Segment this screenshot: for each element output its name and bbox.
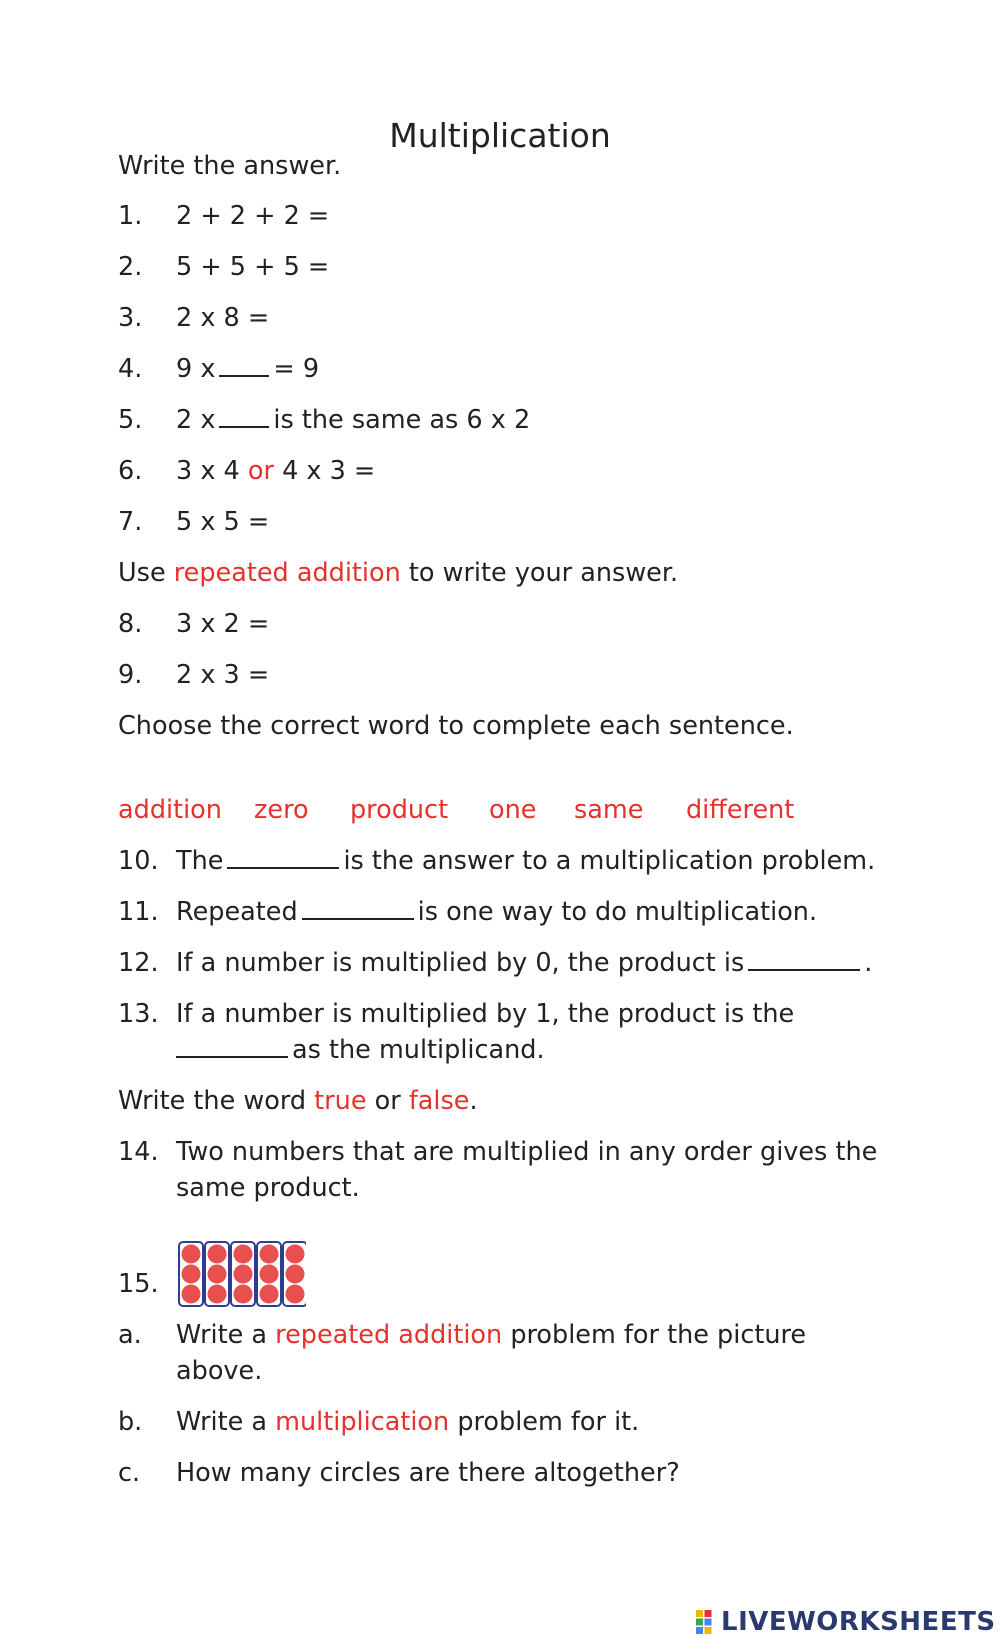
array-circle <box>208 1245 227 1264</box>
array-circle <box>260 1285 279 1304</box>
word-bank-same: same <box>574 795 644 825</box>
answer-blank[interactable] <box>302 894 414 920</box>
item-number: 8. <box>118 609 143 639</box>
question-11: Repeated is one way to do multiplication. <box>176 894 817 931</box>
item-number: 14. <box>118 1137 159 1167</box>
instruction-repeated-addition: Use repeated addition to write your answer. <box>118 558 679 588</box>
question-13-line1: If a number is multiplied by 1, the product is the <box>176 999 795 1029</box>
array-circle <box>182 1265 201 1284</box>
part-c: How many circles are there altogether? <box>176 1458 680 1488</box>
item-number: 10. <box>118 846 159 876</box>
logo-text: LIVEWORKSHEETS <box>721 1607 996 1637</box>
question-4: 9 x = 9 <box>176 351 319 388</box>
word-bank-product: product <box>350 795 449 825</box>
item-number: 3. <box>118 303 143 333</box>
part-a-line1: Write a repeated addition problem for the picture <box>176 1320 807 1350</box>
question-9: 2 x 3 = <box>176 660 270 690</box>
part-label: b. <box>118 1407 143 1437</box>
item-number: 1. <box>118 201 143 231</box>
circle-array-picture <box>176 1240 306 1308</box>
item-number: 9. <box>118 660 143 690</box>
part-label: a. <box>118 1320 142 1350</box>
question-7: 5 x 5 = <box>176 507 270 537</box>
answer-blank[interactable] <box>227 843 339 869</box>
array-circle <box>234 1245 253 1264</box>
question-14-line1: Two numbers that are multiplied in any order gives the <box>176 1137 878 1167</box>
array-circle <box>286 1265 305 1284</box>
question-3: 2 x 8 = <box>176 303 270 333</box>
item-number: 5. <box>118 405 143 435</box>
item-number: 13. <box>118 999 159 1029</box>
question-6: 3 x 4 or 4 x 3 = <box>176 456 376 486</box>
part-label: c. <box>118 1458 141 1488</box>
item-number: 6. <box>118 456 143 486</box>
instruction-true-false: Write the word true or false. <box>118 1086 478 1116</box>
array-circle <box>208 1285 227 1304</box>
word-bank-different: different <box>686 795 795 825</box>
item-number: 2. <box>118 252 143 282</box>
question-14-line2: same product. <box>176 1173 360 1203</box>
word-bank-one: one <box>489 795 537 825</box>
question-10: The is the answer to a multiplication problem. <box>176 843 875 880</box>
page-title: Multiplication <box>389 116 611 155</box>
question-2: 5 + 5 + 5 = <box>176 252 330 282</box>
instruction-write-answer: Write the answer. <box>118 151 342 181</box>
part-a-line2: above. <box>176 1356 263 1386</box>
answer-blank[interactable] <box>748 945 860 971</box>
array-circle <box>260 1245 279 1264</box>
array-circle <box>234 1265 253 1284</box>
question-13-line2: as the multiplicand. <box>176 1032 545 1069</box>
instruction-choose-word: Choose the correct word to complete each sentence. <box>118 711 794 741</box>
array-circle <box>286 1245 305 1264</box>
array-circle <box>286 1285 305 1304</box>
array-circle <box>182 1285 201 1304</box>
logo-icon <box>695 1609 721 1635</box>
array-circle <box>182 1245 201 1264</box>
answer-blank[interactable] <box>219 402 269 428</box>
word-bank-addition: addition <box>118 795 222 825</box>
item-number: 4. <box>118 354 143 384</box>
question-12: If a number is multiplied by 0, the product is . <box>176 945 872 982</box>
item-number: 11. <box>118 897 159 927</box>
item-number: 12. <box>118 948 159 978</box>
array-circle <box>234 1285 253 1304</box>
array-circle <box>260 1265 279 1284</box>
question-8: 3 x 2 = <box>176 609 270 639</box>
liveworksheets-logo <box>695 1605 996 1639</box>
question-1: 2 + 2 + 2 = <box>176 201 330 231</box>
item-number: 7. <box>118 507 143 537</box>
question-5: 2 x is the same as 6 x 2 <box>176 402 530 439</box>
array-circle <box>208 1265 227 1284</box>
word-bank-zero: zero <box>254 795 309 825</box>
answer-blank[interactable] <box>176 1032 288 1058</box>
part-b: Write a multiplication problem for it. <box>176 1407 640 1437</box>
item-number: 15. <box>118 1269 159 1299</box>
answer-blank[interactable] <box>219 351 269 377</box>
